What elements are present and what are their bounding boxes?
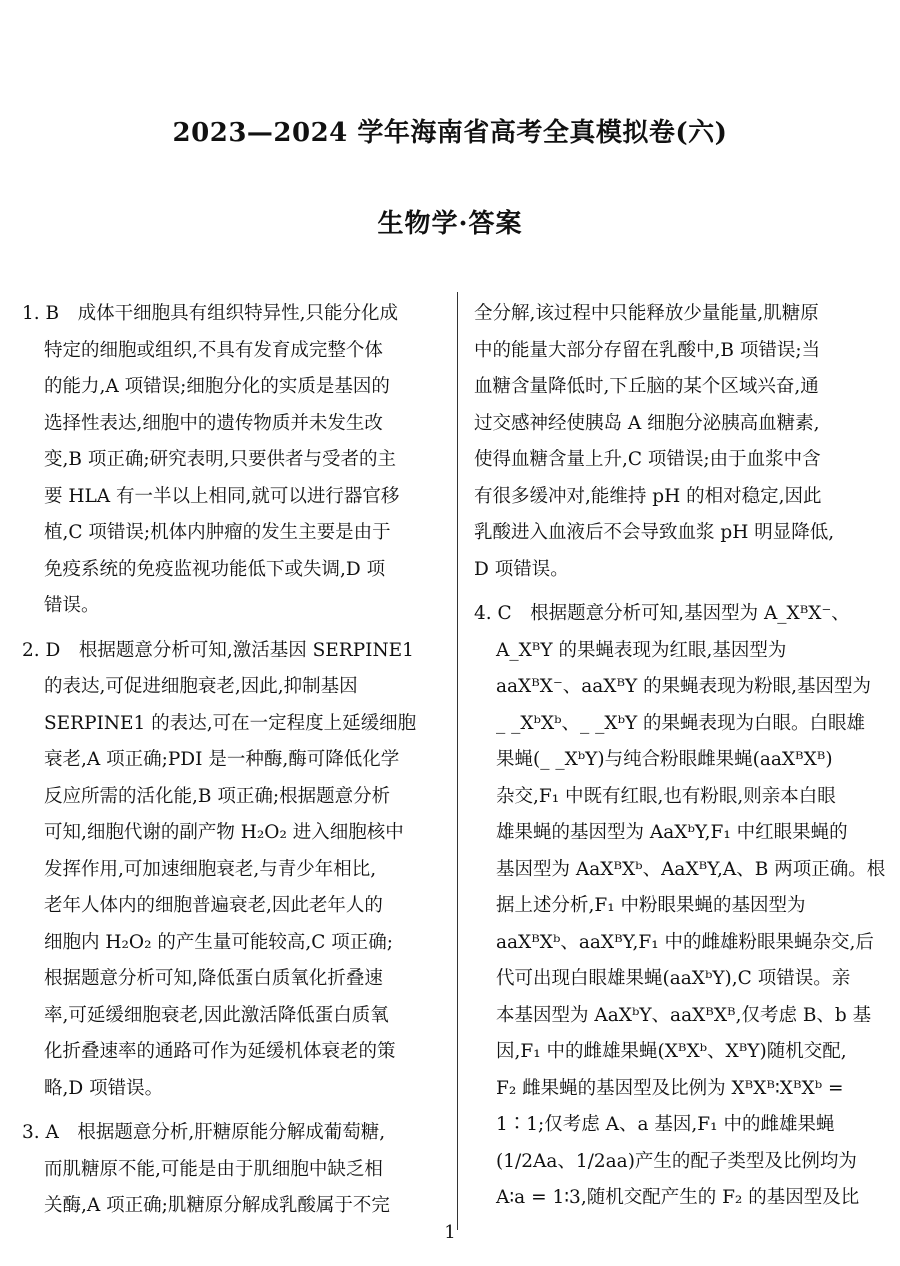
answer-line: 选择性表达,细胞中的遗传物质并未发生改 [44,412,383,434]
answer-line: 血糖含量降低时,下丘脑的某个区域兴奋,通 [474,376,819,397]
answer-line: 老年人体内的细胞普遍衰老,因此老年人的 [44,895,383,916]
answer-line: 代可出现白眼雄果蝇(aaXᵇY),C 项错误。亲 [496,968,851,989]
answer-item [22,1115,436,1225]
page-title: 2023—2024 学年海南省高考全真模拟卷(六) [172,118,728,148]
answer-line: 细胞内 H₂O₂ 的产生量可能较高,C 项正确; [44,931,394,953]
answer-line: 杂交,F₁ 中既有红眼,也有粉眼,则亲本白眼 [496,785,836,807]
answer-line: 特定的细胞或组织,不具有发育成完整个体 [44,339,383,361]
answer-line: 率,可延缓细胞衰老,因此激活降低蛋白质氧 [44,1004,389,1026]
answer-line: _ _XᵇXᵇ、_ _XᵇY 的果蝇表现为白眼。白眼雄 [496,712,866,734]
answer-line: 而肌糖原不能,可能是由于肌细胞中缺乏相 [44,1158,383,1180]
answer-line: 错误。 [44,595,100,616]
answer-line: 免疫系统的免疫监视功能低下或失调,D 项 [44,558,386,580]
answer-line: 的能力,A 项错误;细胞分化的实质是基因的 [44,376,390,397]
answer-line: 关酶,A 项正确;肌糖原分解成乳酸属于不完 [44,1195,390,1216]
answer-item [22,296,436,625]
answer-line: 2. D 根据题意分析可知,激活基因 SERPINE1 [22,639,414,661]
answer-item [474,596,888,1217]
answer-item [22,633,436,1108]
answer-line: aaXᴮXᵇ、aaXᴮY,F₁ 中的雌雄粉眼果蝇杂交,后 [496,931,874,953]
answer-line: 使得血糖含量上升,C 项错误;由于血浆中含 [474,449,821,470]
answer-line: 中的能量大部分存留在乳酸中,B 项错误;当 [474,339,821,361]
answer-line: 4. C 根据题意分析可知,基因型为 A_XᴮX⁻、 [474,603,850,624]
answer-line: 果蝇(_ _XᵇY)与纯合粉眼雌果蝇(aaXᴮXᴮ) [496,749,833,770]
answer-line: 据上述分析,F₁ 中粉眼果蝇的基因型为 [496,895,806,916]
answer-line: SERPINE1 的表达,可在一定程度上延缓细胞 [44,712,417,734]
answer-line: 1∶1;仅考虑 A、a 基因,F₁ 中的雌雄果蝇 [496,1114,835,1135]
answer-line: 过交感神经使胰岛 A 细胞分泌胰高血糖素, [474,412,820,434]
answer-line: 衰老,A 项正确;PDI 是一种酶,酶可降低化学 [44,749,400,770]
page-number: 1 [444,1222,456,1243]
answer-line: 1. B 成体干细胞具有组织特异性,只能分化成 [22,303,399,324]
answer-line: 本基因型为 AaXᵇY、aaXᴮXᴮ,仅考虑 B、b 基 [496,1004,872,1026]
answer-line: 略,D 项错误。 [44,1077,164,1099]
column-divider [457,292,458,1230]
answer-line: 3. A 根据题意分析,肝糖原能分解成葡萄糖, [22,1122,386,1143]
answer-line: 植,C 项错误;机体内肿瘤的发生主要是由于 [44,522,391,543]
left-column [22,296,436,1233]
answer-line: 雄果蝇的基因型为 AaXᵇY,F₁ 中红眼果蝇的 [496,822,848,843]
answer-line: 变,B 项正确;研究表明,只要供者与受者的主 [44,449,396,470]
answer-line: aaXᴮX⁻、aaXᴮY 的果蝇表现为粉眼,基因型为 [496,676,871,697]
answer-line: 乳酸进入血液后不会导致血浆 pH 明显降低, [474,522,835,543]
answer-line: 发挥作用,可加速细胞衰老,与青少年相比, [44,858,377,880]
answer-line: A_XᴮY 的果蝇表现为红眼,基因型为 [496,639,787,661]
answer-item [474,296,888,588]
answer-line: (1/2Aa、1/2aa)产生的配子类型及比例均为 [496,1150,857,1172]
answer-line: 的表达,可促进细胞衰老,因此,抑制基因 [44,676,358,697]
answer-line: 反应所需的活化能,B 项正确;根据题意分析 [44,785,391,807]
answer-line: 基因型为 AaXᴮXᵇ、AaXᴮY,A、B 两项正确。根 [496,858,886,880]
answer-line: 根据题意分析可知,降低蛋白质氧化折叠速 [44,968,383,989]
answer-line: 全分解,该过程中只能释放少量能量,肌糖原 [474,303,819,324]
answer-line: A∶a = 1∶3,随机交配产生的 F₂ 的基因型及比 [496,1187,860,1208]
right-column [474,296,888,1225]
answer-line: F₂ 雌果蝇的基因型及比例为 XᴮXᴮ∶XᴮXᵇ = [496,1077,844,1099]
answer-line: 要 HLA 有一半以上相同,就可以进行器官移 [44,485,400,507]
answer-line: 化折叠速率的通路可作为延缓机体衰老的策 [44,1041,396,1062]
answer-line: D 项错误。 [474,558,569,580]
answer-line: 有很多缓冲对,能维持 pH 的相对稳定,因此 [474,485,822,507]
page-subtitle: 生物学·答案 [377,209,523,239]
answer-line: 可知,细胞代谢的副产物 H₂O₂ 进入细胞核中 [44,822,404,843]
answer-line: 因,F₁ 中的雌雄果蝇(XᴮXᵇ、XᴮY)随机交配, [496,1041,847,1062]
